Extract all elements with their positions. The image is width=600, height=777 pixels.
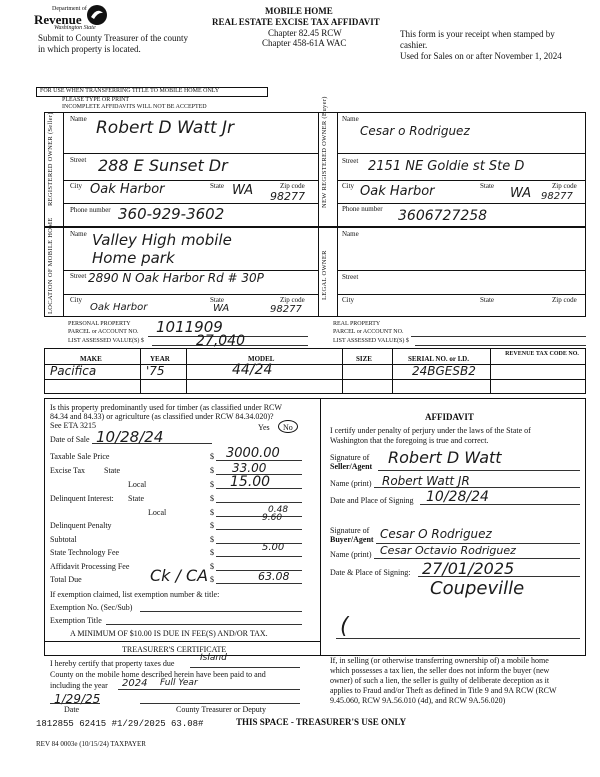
timber-yes[interactable]: Yes [258, 423, 270, 432]
buyer-name-value[interactable]: Cesar o Rodriguez [360, 124, 470, 138]
sig-seller-label2: Seller/Agent [330, 462, 373, 471]
receipt-line1: This form is your receipt when stamped by [400, 29, 555, 39]
buyer-city-label: City [342, 182, 355, 190]
location-zip-value[interactable]: 98277 [270, 304, 302, 315]
seller-phone-label: Phone number [70, 206, 111, 214]
excise-local-label: Local [128, 480, 147, 489]
sig-seller-label1: Signature of [330, 453, 370, 462]
seller-date-place-label: Date and Place of Signing [330, 496, 414, 505]
cell-model[interactable]: 44/24 [232, 362, 273, 378]
seller-side-label: REGISTERED OWNER (Seller) [47, 112, 54, 206]
buyer-city-value[interactable]: Oak Harbor [360, 184, 435, 199]
seller-state-label: State [210, 182, 224, 190]
personal-assessed-label: LIST ASSESSED VALUE(S) $ [68, 338, 144, 344]
legal-street-label: Street [342, 273, 359, 281]
legal-zip-label: Zip code [552, 296, 577, 304]
seller-city-label: City [70, 182, 83, 190]
total-due-value[interactable]: 63.08 [258, 570, 290, 583]
sig-buyer-label2: Buyer/Agent [330, 535, 374, 544]
buyer-date-value[interactable]: 27/01/2025 [422, 559, 515, 578]
location-zip-label: Zip code [280, 296, 305, 304]
location-side-label: LOCATION OF MOBILE HOME [47, 217, 54, 314]
seller-city-value[interactable]: Oak Harbor [90, 182, 165, 197]
seller-street-value[interactable]: 288 E Sunset Dr [98, 156, 228, 175]
real-parcel-label: PARCEL or ACCOUNT NO. [333, 329, 404, 335]
dept-name: Revenue [34, 12, 82, 27]
buyer-zip-label: Zip code [552, 182, 577, 190]
seller-street-label: Street [70, 156, 87, 164]
col-size: SIZE [356, 355, 372, 363]
legal-name-label: Name [342, 230, 359, 238]
delinquent-state-label: State [128, 494, 144, 503]
treasurer-year[interactable]: 2024 [122, 678, 148, 689]
seller-name-value[interactable]: Robert D Watt Jr [96, 118, 235, 138]
chapter-wac: Chapter 458-61A WAC [262, 38, 347, 48]
submit-line2: in which property is located. [38, 44, 141, 54]
legal-city-label: City [342, 296, 355, 304]
location-street-label: Street [70, 272, 87, 280]
penalty-value[interactable]: 9.60 [262, 513, 283, 523]
revenue-logo-icon [86, 4, 108, 26]
timber-q2: 84.34 and 84.33) or agriculture (as classified under RCW 84.34.020)? [50, 412, 274, 421]
buyer-phone-value[interactable]: 3606727258 [398, 208, 488, 224]
title-affidavit: REAL ESTATE EXCISE TAX AFFIDAVIT [212, 17, 380, 27]
treasurer-date-value[interactable]: 1/29/25 [54, 692, 101, 706]
processing-fee-label: Affidavit Processing Fee [50, 562, 130, 571]
form-id: REV 84 0003e (10/15/24) TAXPAYER [36, 740, 146, 748]
personal-assessed-value[interactable]: 27,040 [196, 333, 245, 349]
buyer-side-label: NEW REGISTERED OWNER (Buyer) [321, 96, 328, 208]
buyer-name-print-value[interactable]: Cesar Octavio Rodriguez [380, 544, 516, 557]
buyer-zip-value[interactable]: 98277 [541, 191, 573, 202]
dollar-sign-local: $ [210, 480, 214, 489]
cell-make[interactable]: Pacifica [50, 364, 97, 378]
col-revenue-code: REVENUE TAX CODE NO. [505, 351, 579, 357]
col-make: MAKE [80, 355, 102, 363]
dollar-sign-penalty: $ [210, 521, 214, 530]
affidavit-text1: I certify under penalty of perjury under the laws of the State of [330, 426, 531, 435]
seller-date-place-value[interactable]: 10/28/24 [426, 489, 489, 505]
treasurer-initial[interactable]: Full Year [160, 678, 198, 688]
affidavit-title: AFFIDAVIT [425, 412, 474, 422]
dollar-sign-tech: $ [210, 548, 214, 557]
warning-line4: applies to Fraud and/or Theft as defined in Title 9 and 9A RCW (RCW [330, 686, 557, 695]
buyer-initial-mark: ( [340, 614, 349, 639]
minimum-note: A MINIMUM OF $10.00 IS DUE IN FEE(S) AND/OR TAX. [70, 629, 268, 638]
date-of-sale-value[interactable]: 10/28/24 [96, 428, 164, 446]
dollar-sign-total: $ [210, 575, 214, 584]
buyer-phone-label: Phone number [342, 205, 383, 213]
treasurer-line3: including the year [50, 681, 108, 690]
seller-name-print-value[interactable]: Robert Watt JR [382, 474, 470, 488]
personal-parcel-value[interactable]: 1011909 [156, 318, 223, 336]
seller-zip-label: Zip code [280, 182, 305, 190]
personal-parcel-label: PARCEL or ACCOUNT NO. [68, 329, 139, 335]
location-name-label: Name [70, 230, 87, 238]
treasurer-sig-label: County Treasurer or Deputy [176, 705, 266, 714]
real-assessed-label: LIST ASSESSED VALUE(S) $ [333, 338, 409, 344]
location-city-label: City [70, 296, 83, 304]
seller-signature[interactable]: Robert D Watt [388, 448, 502, 467]
seller-phone-value[interactable]: 360-929-3602 [118, 205, 225, 223]
buyer-state-label: State [480, 182, 494, 190]
receipt-line2: cashier. [400, 40, 428, 50]
col-year: YEAR [150, 355, 170, 363]
buyer-name-print-label: Name (print) [330, 550, 372, 559]
location-name-value1[interactable]: Valley High mobile [92, 231, 232, 249]
location-street-value[interactable]: 2890 N Oak Harbor Rd # 30P [88, 271, 264, 285]
submit-line1: Submit to County Treasurer of the county [38, 33, 188, 43]
exemption-no-label: Exemption No. (Sec/Sub) [50, 603, 133, 612]
total-due-label: Total Due [50, 575, 82, 584]
warning-line1: If, in selling (or otherwise transferring ownership of) a mobile home [330, 656, 549, 665]
treasurer-line1: I hereby certify that property taxes due [50, 659, 175, 668]
timber-q3: See ETA 3215 [50, 421, 97, 430]
excise-state-value[interactable]: 33.00 [232, 461, 267, 475]
dept-state: Washington State [54, 25, 96, 31]
location-city-value[interactable]: Oak Harbor [90, 302, 148, 313]
timber-no[interactable]: No [283, 423, 293, 432]
dollar-sign-subtotal: $ [210, 535, 214, 544]
subtotal-label: Subtotal [50, 535, 77, 544]
location-name-value2[interactable]: Home park [92, 249, 175, 267]
warning-line3: owner) of such a lien, the seller is guilty of deliberate deception as it [330, 676, 550, 685]
excise-tax-label: Excise Tax [50, 466, 86, 475]
real-property-label: REAL PROPERTY [333, 321, 381, 327]
buyer-name-label: Name [342, 115, 359, 123]
dollar-sign-state: $ [210, 466, 214, 475]
seller-name-label: Name [70, 115, 87, 123]
buyer-street-label: Street [342, 157, 359, 165]
excise-local-value[interactable]: 15.00 [230, 474, 271, 490]
seller-state-value[interactable]: WA [232, 183, 254, 198]
ck-ca-note: Ck / CA [150, 566, 209, 585]
taxable-price-value[interactable]: 3000.00 [226, 446, 280, 461]
warning-line5: 9.45.060, RCW 9A.56.010 (4d), and RCW 9A.56.020) [330, 696, 506, 705]
chapter-rcw: Chapter 82.45 RCW [268, 28, 342, 38]
cell-year[interactable]: '75 [146, 364, 165, 378]
buyer-street-value[interactable]: 2151 NE Goldie st Ste D [368, 159, 525, 174]
delinquent-local-label: Local [148, 508, 167, 517]
legal-side-label: LEGAL OWNER [321, 250, 328, 300]
type-print-note: PLEASE TYPE OR PRINT [62, 97, 130, 103]
cashier-stamp: 1812855 62415 #1/29/2025 63.08# [36, 719, 204, 729]
dollar-sign-price: $ [210, 452, 214, 461]
warning-line2: which possesses a tax lien, the seller does not inform the buyer (new [330, 666, 550, 675]
penalty-label: Delinquent Penalty [50, 521, 112, 530]
buyer-state-value[interactable]: WA [510, 186, 532, 201]
treasurer-date-label: Date [64, 705, 80, 714]
seller-zip-value[interactable]: 98277 [270, 190, 305, 203]
treasurer-use-only: THIS SPACE - TREASURER'S USE ONLY [236, 717, 407, 727]
affidavit-text2: Washington that the foregoing is true and correct. [330, 436, 489, 445]
title-transfer-note: FOR USE WHEN TRANSFERRING TITLE TO MOBILE HOME ONLY [40, 88, 220, 94]
buyer-date-place-label: Date & Place of Signing: [330, 568, 411, 577]
legal-state-label: State [480, 296, 494, 304]
excise-state-label: State [104, 466, 120, 475]
dept-line1: Department of [52, 6, 87, 12]
incomplete-note: INCOMPLETE AFFIDAVITS WILL NOT BE ACCEPTED [62, 104, 207, 110]
cell-serial[interactable]: 24BGESB2 [412, 364, 476, 378]
treasurer-line2: County on the mobile home described herein have been paid to and [50, 670, 266, 679]
location-state-label: State [210, 296, 224, 304]
buyer-signature[interactable]: Cesar O Rodriguez [380, 527, 492, 541]
receipt-line3: Used for Sales on or after November 1, 2024 [400, 51, 562, 61]
timber-q1: Is this property predominantly used for timber (as classified under RCW [50, 403, 282, 412]
delinquent-local-value[interactable]: 0.48 [268, 505, 289, 515]
treasurer-county[interactable]: Island [200, 653, 227, 663]
title-mobile-home: MOBILE HOME [265, 6, 333, 16]
location-state-value[interactable]: WA [213, 303, 230, 314]
dollar-sign-dstate: $ [210, 494, 214, 503]
exemption-intro: If exemption claimed, list exemption number & title: [50, 590, 220, 599]
dollar-sign-dlocal: $ [210, 508, 214, 517]
date-of-sale-label: Date of Sale [50, 435, 90, 444]
dollar-sign-processing: $ [210, 562, 214, 571]
delinquent-interest-label: Delinquent Interest: [50, 494, 114, 503]
personal-property-label: PERSONAL PROPERTY [68, 321, 131, 327]
treasurer-cert-title: TREASURER'S CERTIFICATE [122, 645, 227, 654]
sig-buyer-label1: Signature of [330, 526, 370, 535]
tech-fee-value[interactable]: 5.00 [262, 542, 285, 553]
col-model: MODEL [248, 355, 275, 363]
taxable-price-label: Taxable Sale Price [50, 452, 110, 461]
col-serial: SERIAL NO. or I.D. [408, 355, 469, 363]
exemption-title-label: Exemption Title [50, 616, 102, 625]
buyer-place-value[interactable]: Coupeville [430, 578, 525, 599]
seller-name-print-label: Name (print) [330, 479, 372, 488]
tech-fee-label: State Technology Fee [50, 548, 120, 557]
